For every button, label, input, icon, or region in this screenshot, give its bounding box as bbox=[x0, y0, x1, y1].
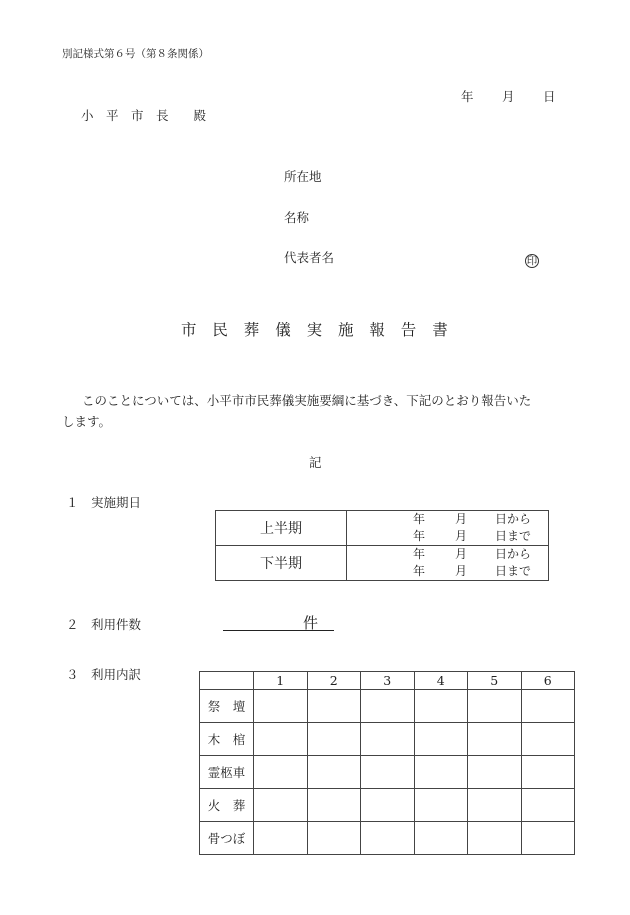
table-cell[interactable] bbox=[361, 690, 415, 723]
row-label: 火 葬 bbox=[200, 789, 254, 822]
form-code: 別記様式第６号（第８条関係） bbox=[62, 48, 209, 60]
table-cell[interactable] bbox=[254, 756, 308, 789]
period-row-second-half bbox=[216, 546, 549, 581]
row-label: 木 棺 bbox=[200, 723, 254, 756]
column-header: 3 bbox=[361, 672, 415, 690]
date-range-to: 年 月 日まで bbox=[413, 564, 532, 578]
row-label: 祭 壇 bbox=[200, 690, 254, 723]
seal-icon: 印 bbox=[526, 255, 538, 267]
date-range-from: 年 月 日から bbox=[413, 547, 532, 561]
table-cell[interactable] bbox=[414, 756, 468, 789]
column-header: 1 bbox=[254, 672, 308, 690]
body-line-1: このことについては、小平市市民葬儀実施要綱に基づき、下記のとおり報告いた bbox=[82, 393, 532, 408]
table-cell[interactable] bbox=[254, 723, 308, 756]
table-cell[interactable] bbox=[414, 789, 468, 822]
seal-mark bbox=[525, 249, 539, 268]
row-label: 霊柩車 bbox=[200, 756, 254, 789]
table-cell[interactable] bbox=[414, 690, 468, 723]
count-unit: 件 bbox=[303, 614, 319, 632]
table-row bbox=[200, 690, 575, 723]
table-row bbox=[200, 822, 575, 855]
row-label: 骨つぼ bbox=[200, 822, 254, 855]
date-year: 年 bbox=[461, 89, 474, 104]
table-cell[interactable] bbox=[307, 822, 361, 855]
table-cell[interactable] bbox=[361, 756, 415, 789]
table-cell[interactable] bbox=[414, 723, 468, 756]
table-cell[interactable] bbox=[521, 789, 575, 822]
date-month: 月 bbox=[502, 89, 515, 104]
table-cell[interactable] bbox=[307, 789, 361, 822]
column-header: 5 bbox=[468, 672, 522, 690]
period-dates[interactable] bbox=[347, 511, 549, 546]
table-cell[interactable] bbox=[361, 822, 415, 855]
table-cell[interactable] bbox=[521, 756, 575, 789]
ki-heading: 記 bbox=[309, 455, 322, 470]
table-cell[interactable] bbox=[254, 822, 308, 855]
date-range-to: 年 月 日まで bbox=[413, 529, 532, 543]
period-name: 下半期 bbox=[216, 546, 347, 581]
table-cell[interactable] bbox=[468, 756, 522, 789]
section-1-label: １ 実施期日 bbox=[66, 495, 142, 510]
usage-breakdown-table bbox=[199, 671, 575, 855]
table-cell[interactable] bbox=[414, 822, 468, 855]
column-header: 6 bbox=[521, 672, 575, 690]
table-cell[interactable] bbox=[521, 723, 575, 756]
corner-cell bbox=[200, 672, 254, 690]
period-row-first-half bbox=[216, 511, 549, 546]
column-header: 2 bbox=[307, 672, 361, 690]
document-title: 市 民 葬 儀 実 施 報 告 書 bbox=[181, 321, 448, 339]
table-cell[interactable] bbox=[521, 822, 575, 855]
section-3-label: ３ 利用内訳 bbox=[66, 667, 142, 682]
date-range-from: 年 月 日から bbox=[413, 512, 532, 526]
table-cell[interactable] bbox=[307, 723, 361, 756]
period-dates[interactable] bbox=[347, 546, 549, 581]
name-label: 名称 bbox=[284, 210, 310, 225]
table-row bbox=[200, 756, 575, 789]
location-label: 所在地 bbox=[284, 169, 322, 184]
table-cell[interactable] bbox=[307, 756, 361, 789]
table-cell[interactable] bbox=[468, 789, 522, 822]
section-2-label: ２ 利用件数 bbox=[66, 617, 142, 632]
table-cell[interactable] bbox=[254, 789, 308, 822]
table-row bbox=[200, 723, 575, 756]
period-name: 上半期 bbox=[216, 511, 347, 546]
table-cell[interactable] bbox=[468, 822, 522, 855]
table-cell[interactable] bbox=[307, 690, 361, 723]
addressee: 小 平 市 長 殿 bbox=[81, 108, 207, 123]
body-line-2: します。 bbox=[62, 414, 112, 429]
table-cell[interactable] bbox=[521, 690, 575, 723]
table-row bbox=[200, 789, 575, 822]
table-cell[interactable] bbox=[468, 690, 522, 723]
implementation-period-table bbox=[215, 510, 549, 581]
date-day: 日 bbox=[543, 89, 556, 104]
table-cell[interactable] bbox=[468, 723, 522, 756]
table-cell[interactable] bbox=[254, 690, 308, 723]
table-cell[interactable] bbox=[361, 723, 415, 756]
table-cell[interactable] bbox=[361, 789, 415, 822]
representative-label: 代表者名 bbox=[284, 250, 335, 265]
table-header-row bbox=[200, 672, 575, 690]
column-header: 4 bbox=[414, 672, 468, 690]
